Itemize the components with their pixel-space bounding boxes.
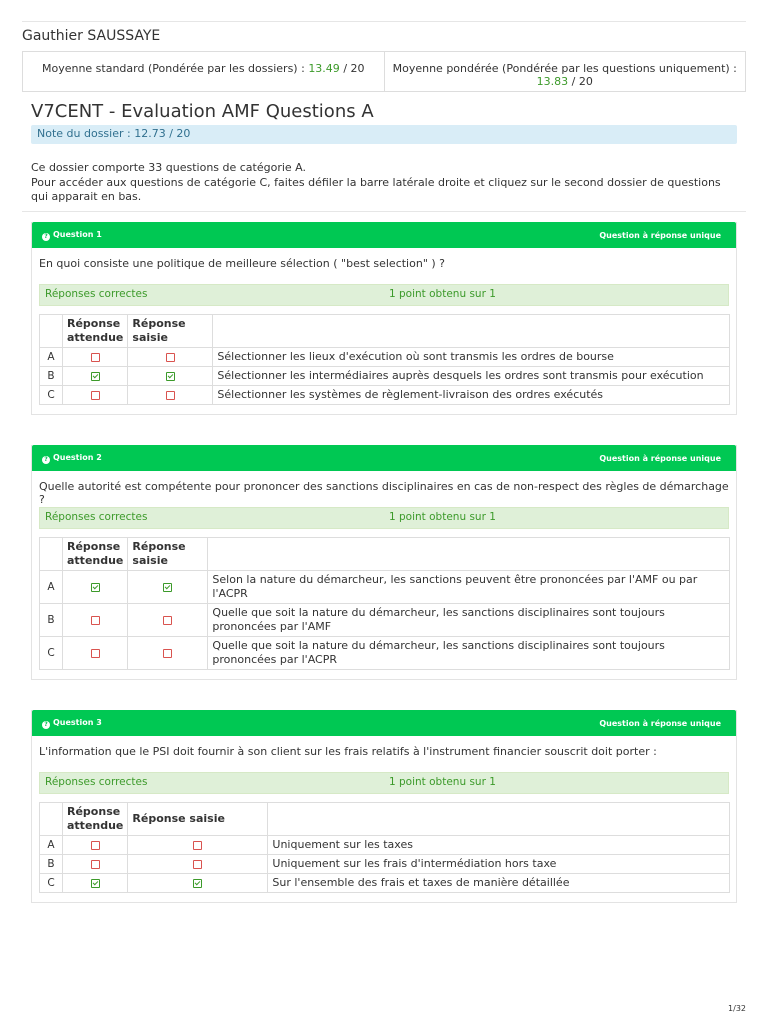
question-label-wrap	[42, 453, 102, 464]
empty-box-icon	[91, 860, 100, 869]
average-weighted-value: 13.83	[536, 75, 569, 88]
given-cell	[128, 571, 208, 604]
question-mark-icon: ?	[42, 233, 50, 241]
checked-box-icon	[91, 372, 100, 381]
answers-header-row	[40, 538, 730, 571]
answer-letter: B	[40, 855, 63, 874]
dossier-intro	[31, 161, 741, 205]
question-type: Question à réponse unique	[599, 718, 721, 728]
average-weighted	[384, 52, 746, 91]
average-standard-suffix: / 20	[343, 62, 365, 75]
checked-box-icon	[163, 583, 172, 592]
question-mark-icon: ?	[42, 456, 50, 464]
answer-text: Uniquement sur les frais d'intermédiation hors taxe	[268, 855, 730, 874]
answer-letter: C	[40, 874, 63, 893]
points-obtained: 1 point obtenu sur 1	[389, 288, 496, 300]
question-label: Question 2	[53, 452, 102, 462]
letter-header	[40, 315, 63, 348]
expected-cell	[63, 348, 128, 367]
expected-cell	[63, 836, 128, 855]
letter-header	[40, 803, 63, 836]
question-label-wrap	[42, 230, 102, 241]
dossier-note: Note du dossier : 12.73 / 20	[31, 125, 737, 144]
checked-box-icon	[193, 879, 202, 888]
given-cell	[128, 855, 268, 874]
answer-text: Sélectionner les lieux d'exécution où sont transmis les ordres de bourse	[213, 348, 730, 367]
given-header: Réponse saisie	[128, 803, 268, 836]
given-cell	[128, 874, 268, 893]
given-header: Réponse saisie	[128, 538, 208, 571]
result-status: Réponses correctes	[45, 288, 148, 300]
panel-spacer	[32, 893, 736, 902]
question-text: Quelle autorité est compétente pour prononcer des sanctions disciplinaires en cas de non-respect des règles de démarchage ?	[39, 480, 729, 506]
answer-row	[40, 836, 730, 855]
empty-box-icon	[166, 391, 175, 400]
answer-text: Uniquement sur les taxes	[268, 836, 730, 855]
expected-cell	[63, 855, 128, 874]
question-label: Question 1	[53, 229, 102, 239]
text-header	[268, 803, 730, 836]
answer-row	[40, 571, 730, 604]
answer-row	[40, 604, 730, 637]
empty-box-icon	[193, 860, 202, 869]
answers-table	[39, 537, 730, 670]
expected-cell	[63, 874, 128, 893]
answer-row	[40, 637, 730, 670]
score-bar	[39, 772, 729, 794]
expected-cell	[63, 386, 128, 405]
average-standard	[23, 52, 384, 91]
answer-row	[40, 874, 730, 893]
answers-header-row	[40, 803, 730, 836]
empty-box-icon	[163, 616, 172, 625]
average-weighted-label: Moyenne pondérée (Pondérée par les questions uniquement) :	[392, 62, 737, 75]
answer-text: Quelle que soit la nature du démarcheur, les sanctions disciplinaires sont toujours prononcées par l'ACPR	[208, 637, 730, 670]
answers-table	[39, 802, 730, 893]
text-header	[208, 538, 730, 571]
answer-row	[40, 855, 730, 874]
answer-row	[40, 367, 730, 386]
answer-letter: C	[40, 386, 63, 405]
question-label: Question 3	[53, 717, 102, 727]
top-divider	[22, 21, 746, 22]
empty-box-icon	[91, 391, 100, 400]
question-text: L'information que le PSI doit fournir à son client sur les frais relatifs à l'instrument financier souscrit doit porter :	[39, 745, 657, 758]
empty-box-icon	[166, 353, 175, 362]
averages-table	[22, 51, 746, 92]
empty-box-icon	[193, 841, 202, 850]
answer-text: Sur l'ensemble des frais et taxes de manière détaillée	[268, 874, 730, 893]
answer-letter: A	[40, 571, 63, 604]
question-text: En quoi consiste une politique de meilleure sélection ( "best selection" ) ?	[39, 257, 446, 270]
empty-box-icon	[91, 616, 100, 625]
given-cell	[128, 367, 213, 386]
empty-box-icon	[91, 649, 100, 658]
checked-box-icon	[166, 372, 175, 381]
answers-table	[39, 314, 730, 405]
question-panel	[31, 445, 737, 680]
answer-letter: B	[40, 367, 63, 386]
answer-letter: C	[40, 637, 63, 670]
checked-box-icon	[91, 583, 100, 592]
question-label-wrap	[42, 718, 102, 729]
checked-box-icon	[91, 879, 100, 888]
result-status: Réponses correctes	[45, 511, 148, 523]
intro-divider	[22, 211, 746, 212]
average-standard-value: 13.49	[308, 62, 340, 75]
question-panel	[31, 222, 737, 415]
given-cell	[128, 348, 213, 367]
answer-text: Sélectionner les systèmes de règlement-livraison des ordres exécutés	[213, 386, 730, 405]
given-header: Réponse saisie	[128, 315, 213, 348]
expected-header: Réponse attendue	[63, 315, 128, 348]
expected-cell	[63, 571, 128, 604]
question-header	[32, 710, 736, 736]
answer-text: Quelle que soit la nature du démarcheur, les sanctions disciplinaires sont toujours prononcées par l'AMF	[208, 604, 730, 637]
answer-row	[40, 348, 730, 367]
expected-cell	[63, 637, 128, 670]
expected-header: Réponse attendue	[63, 803, 128, 836]
question-type: Question à réponse unique	[599, 453, 721, 463]
points-obtained: 1 point obtenu sur 1	[389, 511, 496, 523]
question-header	[32, 445, 736, 471]
panel-spacer	[32, 405, 736, 414]
points-obtained: 1 point obtenu sur 1	[389, 776, 496, 788]
score-bar	[39, 284, 729, 306]
given-cell	[128, 386, 213, 405]
empty-box-icon	[163, 649, 172, 658]
letter-header	[40, 538, 63, 571]
text-header	[213, 315, 730, 348]
answer-letter: A	[40, 348, 63, 367]
given-cell	[128, 604, 208, 637]
average-weighted-suffix: / 20	[571, 75, 593, 88]
intro-line-1: Ce dossier comporte 33 questions de catégorie A.	[31, 161, 307, 174]
question-mark-icon: ?	[42, 721, 50, 729]
expected-cell	[63, 604, 128, 637]
given-cell	[128, 836, 268, 855]
empty-box-icon	[91, 841, 100, 850]
page-number: 1/32	[728, 1004, 746, 1013]
answer-letter: B	[40, 604, 63, 637]
answer-row	[40, 386, 730, 405]
expected-cell	[63, 367, 128, 386]
average-standard-label: Moyenne standard (Pondérée par les dossiers) :	[41, 62, 305, 75]
answer-letter: A	[40, 836, 63, 855]
empty-box-icon	[91, 353, 100, 362]
answers-header-row	[40, 315, 730, 348]
answer-text: Sélectionner les intermédiaires auprès desquels les ordres sont transmis pour exécution	[213, 367, 730, 386]
student-name: Gauthier SAUSSAYE	[22, 28, 161, 44]
result-status: Réponses correctes	[45, 776, 148, 788]
score-bar	[39, 507, 729, 529]
intro-line-2: Pour accéder aux questions de catégorie C, faites défiler la barre latérale droite et cliquez sur le second dossier de questions qui apparait en bas.	[31, 175, 721, 203]
question-panel	[31, 710, 737, 903]
question-type: Question à réponse unique	[599, 230, 721, 240]
answer-text: Selon la nature du démarcheur, les sanctions peuvent être prononcées par l'AMF ou par l'ACPR	[208, 571, 730, 604]
panel-spacer	[32, 670, 736, 679]
dossier-title: V7CENT - Evaluation AMF Questions A	[31, 101, 374, 122]
question-header	[32, 222, 736, 248]
expected-header: Réponse attendue	[63, 538, 128, 571]
given-cell	[128, 637, 208, 670]
